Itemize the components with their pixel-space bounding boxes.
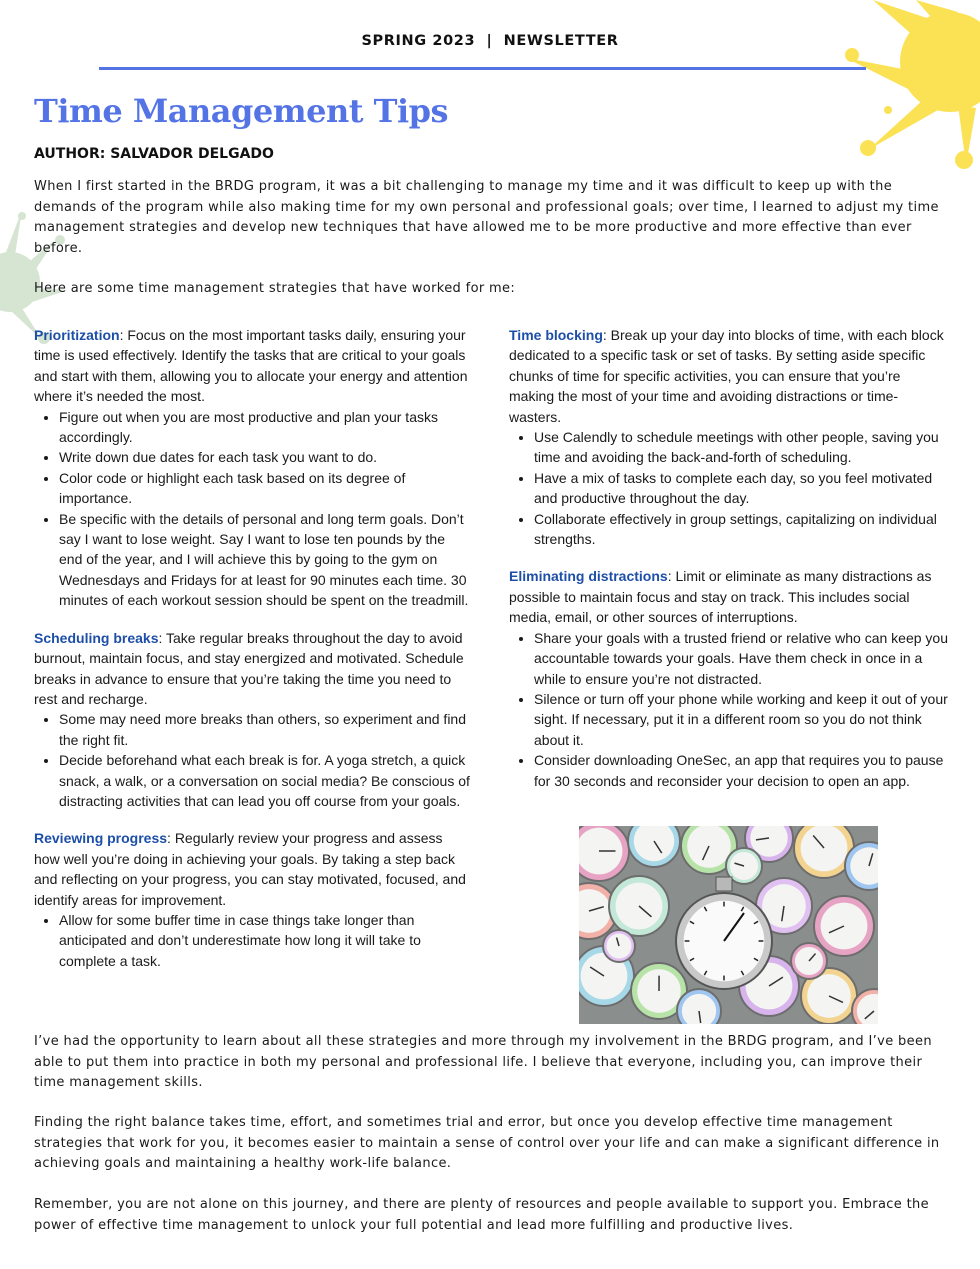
strategy-section [509, 325, 949, 549]
newsletter-header: SPRING 2023 | NEWSLETTER [361, 33, 619, 49]
intro-paragraph: When I first started in the BRDG program, it was a bit challenging to manage my time and it was difficult to keep up with the demands of the program while also making time for my own personal and professional goals; over time, I learned to adjust my time management strategies and develop new techniques that have allowed me to be more productive and more effective than ever before. [34, 179, 939, 256]
strategy-bullet: • Some may need more breaks than others, so experiment and find the right fit. [59, 709, 472, 750]
strategy-text: : Break up your day into blocks of time, with each block dedicated to a specific task or set of tasks. By setting aside specific chunks of time for specific activities, you can ensure that you’re making the most of your time and avoiding distractions or time-wasters. [509, 327, 944, 425]
strategy-bullet: • Be specific with the details of personal and long term goals. Don’t say I want to lose weight. Say I want to lose ten pounds by the end of the year, and I will achieve this by going to the gym on Wednesdays and Fridays for at least for 90 minutes each time. 30 minutes of each workout session should be spent on the treadmill. [59, 509, 472, 611]
strategy-bullet-list [509, 427, 949, 549]
strategy-text: : Focus on the most important tasks daily, ensuring your time is used effectively. Identify the tasks that are critical to your goals and start with them, allowing you to allocate your energy and attention where it’s needed the most. [34, 327, 468, 405]
stopwatches-photo [579, 826, 878, 1024]
strategy-bullet: • Have a mix of tasks to complete each day, so you feel motivated and productive throughout the day. [534, 468, 949, 509]
strategy-description [34, 828, 472, 910]
strategy-bullet-list [509, 628, 949, 791]
strategy-description [509, 325, 949, 427]
strategy-bullet-list [34, 910, 472, 971]
strategy-text: : Limit or eliminate as many distractions as possible to maintain focus and stay on track. This includes social media, email, or other sources of interruptions. [509, 568, 932, 626]
strategy-bullet-list [34, 709, 472, 811]
strategy-description [34, 628, 472, 710]
strategy-bullet: • Allow for some buffer time in case things take longer than anticipated and don’t underestimate how long it will take to complete a task. [59, 910, 472, 971]
strategy-bullet: • Color code or highlight each task based on its degree of importance. [59, 468, 472, 509]
strategy-keyword: Time blocking [509, 327, 603, 343]
strategy-section [34, 628, 472, 812]
left-column [34, 325, 472, 988]
strategy-section [509, 566, 949, 790]
strategy-bullet: • Silence or turn off your phone while working and keep it out of your sight. If necessary, put it in a different room so you do not think about it. [534, 689, 949, 750]
strategy-bullet: • Share your goals with a trusted friend or relative who can keep you accountable towards your goals. Have them check in once in a while to ensure you’re not distracted. [534, 628, 949, 689]
strategy-description [509, 566, 949, 627]
strategy-section [34, 325, 472, 611]
yellow-paint-splash-icon [838, 0, 980, 170]
page-title: Time Management Tips [34, 92, 448, 130]
strategy-bullet: • Decide beforehand what each break is for. A yoga stretch, a quick snack, a walk, or a conversation on social media? Be conscious of distracting activities that can lead you off course from your goals. [59, 750, 472, 811]
author-line: AUTHOR: SALVADOR DELGADO [34, 146, 274, 162]
lead-in-paragraph: Here are some time management strategies that have worked for me: [34, 281, 516, 296]
closing-paragraph-2: Finding the right balance takes time, effort, and sometimes trial and error, but once you develop effective time management strategies that work for you, it becomes easier to maintain a sense of control over your life and can make a significant difference in achieving goals and maintaining a healthy work-life balance. [34, 1115, 940, 1171]
strategy-keyword: Reviewing progress [34, 830, 168, 847]
strategy-text: : Regularly review your progress and assess how well you’re doing in achieving your goals. By taking a step back and reflecting on your progress, you can stay motivated, focused, and identify areas for improvement. [34, 830, 466, 908]
strategy-section [34, 828, 472, 971]
right-column [509, 325, 949, 808]
strategy-text: : Take regular breaks throughout the day to avoid burnout, maintain focus, and stay energized and motivated. Schedule breaks in advance to ensure that you’re taking the time you need to rest and recharge. [34, 629, 464, 707]
closing-paragraph-3: Remember, you are not alone on this journey, and there are plenty of resources and people available to support you. Embrace the power of effective time management to unlock your full potential and lead more fulfilling and productive lives. [34, 1197, 929, 1233]
strategy-bullet: • Collaborate effectively in group settings, capitalizing on individual strengths. [534, 509, 949, 550]
strategy-bullet: • Use Calendly to schedule meetings with other people, saving you time and avoiding the back-and-forth of scheduling. [534, 427, 949, 468]
strategy-bullet: • Write down due dates for each task you want to do. [59, 447, 472, 467]
strategy-keyword: Prioritization [34, 327, 120, 343]
strategy-bullet: • Figure out when you are most productive and plan your tasks accordingly. [59, 407, 472, 448]
header-divider [99, 67, 866, 70]
strategy-bullet: • Consider downloading OneSec, an app that requires you to pause for 30 seconds and reconsider your decision to open an app. [534, 750, 949, 791]
strategy-keyword: Eliminating distractions [509, 568, 668, 585]
closing-paragraph-1: I’ve had the opportunity to learn about all these strategies and more through my involvement in the BRDG program, and I’ve been able to put them into practice in both my personal and professional life. I believe that everyone, including you, can improve their time management skills. [34, 1034, 932, 1090]
strategy-bullet-list [34, 407, 472, 611]
strategy-keyword: Scheduling breaks [34, 629, 159, 646]
strategy-description [34, 325, 472, 407]
